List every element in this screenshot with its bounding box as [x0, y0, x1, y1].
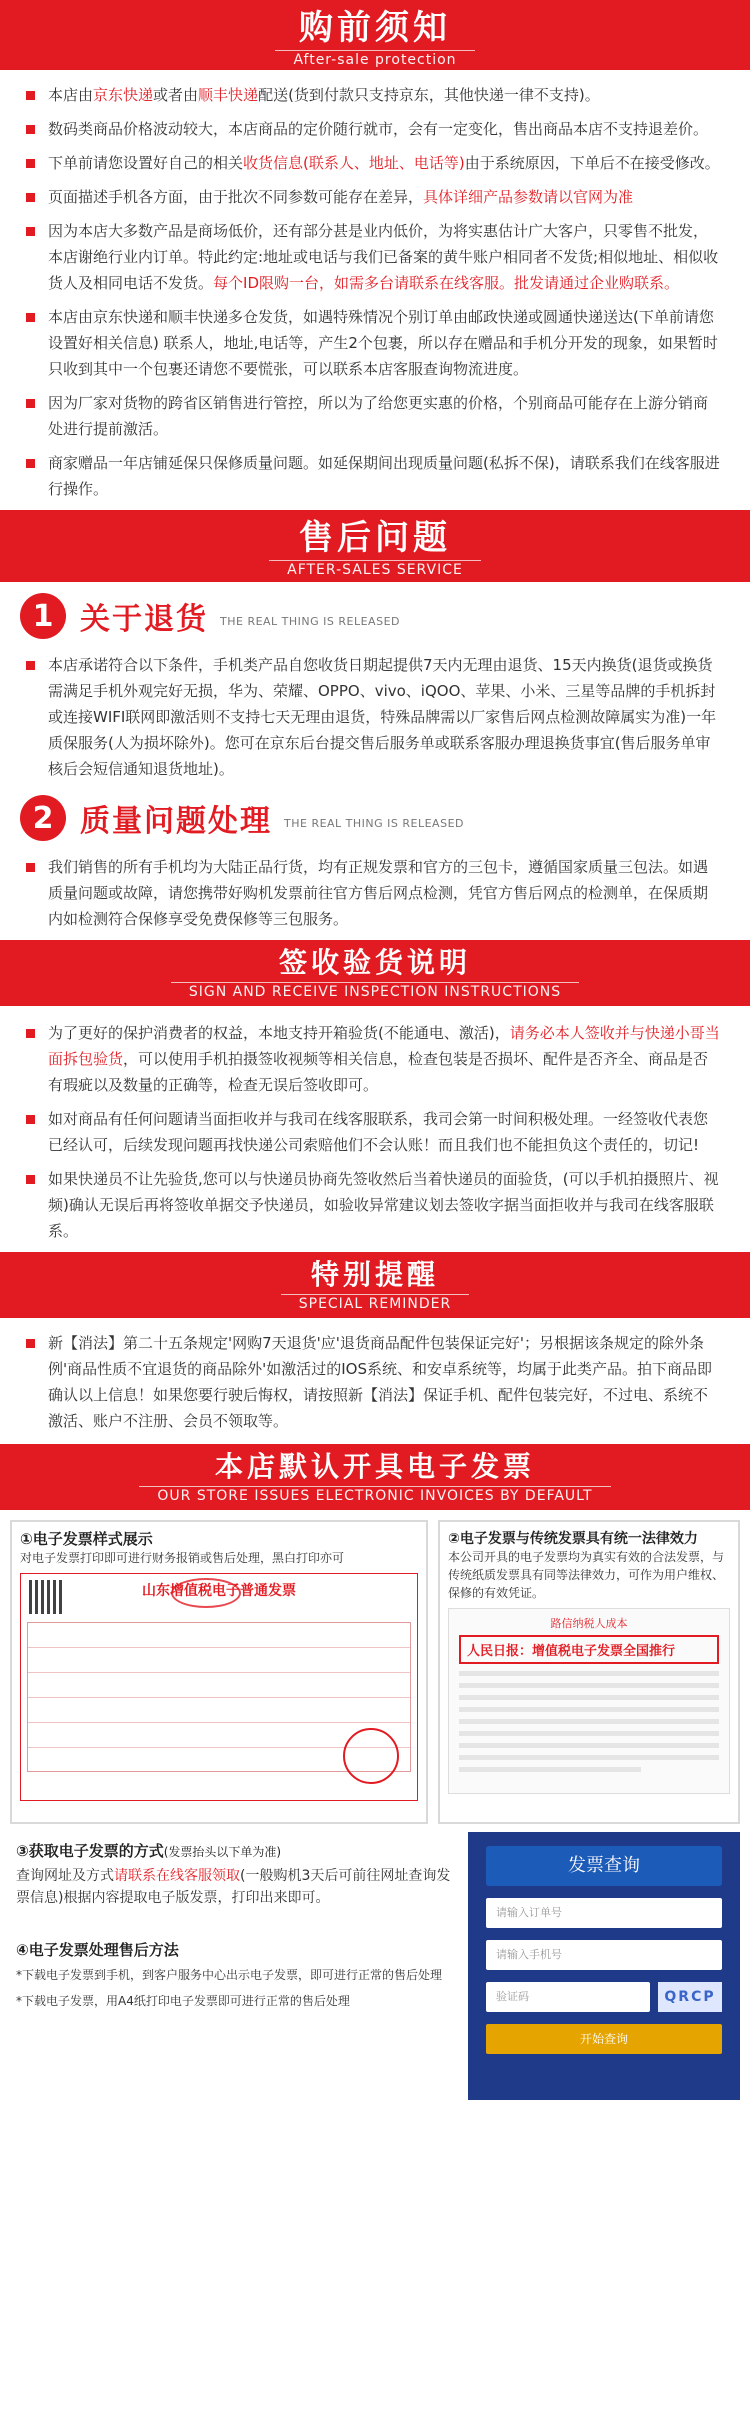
list-item: 新【消法】第二十五条规定'网购7天退货'应'退货商品配件包装保证完好'；另根据该条规定的除外条例'商品性质不宜退货的商品除外'如激活过的IOS系统、和安卓系统等，均属于此类产品。拍下商品即确认以上信息！如果您要行驶后悔权，请按照新【消法】保证手机、配件包装完好，不过电、系统不激活、账户不注册、会员不领取等。: [22, 1330, 720, 1434]
invoice-sample-title: 山东增值税电子普通发票: [142, 1583, 296, 1599]
invoice-method-column: [10, 1832, 458, 2100]
reminder-list: [0, 1318, 750, 1434]
bullet-icon: [26, 1339, 35, 1348]
list-item: 商家赠品一年店铺延保只保修质量问题。如延保期间出现质量问题(私拆不保)，请联系我们在线客服进行操作。: [22, 450, 720, 502]
list-item: 因为厂家对货物的跨省区销售进行管控，所以为了给您更实惠的价格，个别商品可能存在上游分销商处进行提前激活。: [22, 390, 720, 442]
bullet-icon: [26, 1175, 35, 1184]
qr-code-icon: [29, 1580, 63, 1614]
banner-subtitle: OUR STORE ISSUES ELECTRONIC INVOICES BY DEFAULT: [139, 1486, 610, 1504]
quality-heading: [0, 790, 750, 846]
news-clipping-image: [448, 1608, 730, 1794]
list-item: 数码类商品价格波动较大，本店商品的定价随行就市，会有一定变化，售出商品本店不支持退差价。: [22, 116, 720, 142]
box-desc: 对电子发票打印即可进行财务报销或售后处理，黑白打印亦可: [20, 1551, 345, 1565]
invoice-query-panel: [468, 1832, 740, 2100]
number-badge: 2: [20, 795, 66, 841]
query-button[interactable]: 开始查询: [486, 2024, 722, 2054]
seal-stamp-icon: [343, 1728, 399, 1784]
invoice-row-2: [0, 1824, 750, 2100]
banner-title: 特别提醒: [310, 1258, 439, 1291]
bullet-icon: [26, 313, 35, 322]
box-desc: 查询网址及方式请联系在线客服领取(一般购机3天后可前往网址查询发票信息)根据内容提取电子版发票，打印出来即可。: [16, 1868, 451, 1906]
captcha-input[interactable]: 验证码: [486, 1982, 650, 2012]
list-item: 本店由京东快递或者由顺丰快递配送(货到付款只支持京东，其他快递一律不支持)。: [22, 82, 720, 108]
banner-title: 签收验货说明: [278, 946, 471, 979]
banner-title: 购前须知: [299, 8, 451, 48]
list-item: 如对商品有任何问题请当面拒收并与我司在线客服联系，我司会第一时间积极处理。一经签收代表您已经认可，后续发现问题再找快递公司索赔他们不会认账！而且我们也不能担负这个责任的，切记!: [22, 1106, 720, 1158]
invoice-sample-image: [20, 1573, 418, 1801]
get-invoice-block: [10, 1832, 458, 1909]
list-item: 本店由京东快递和顺丰快递多仓发货，如遇特殊情况个别订单由邮政快递或圆通快递送达(下单前请您设置好相关信息) 联系人，地址,电话等，产生2个包裹，所以存在赠品和手机分开发的现象，如果暂时只收到其中一个包裹还请您不要慌张，可以联系本店客服查询物流进度。: [22, 304, 720, 382]
bullet-icon: [26, 125, 35, 134]
box-heading: ③获取电子发票的方式(发票抬头以下单为准): [16, 1842, 282, 1860]
bullet-icon: [26, 399, 35, 408]
bullet-icon: [26, 193, 35, 202]
banner-after-sale: [0, 510, 750, 582]
invoice-row-1: [0, 1510, 750, 1824]
order-number-input[interactable]: 请输入订单号: [486, 1898, 722, 1928]
list-item: 为了更好的保护消费者的权益，本地支持开箱验货(不能通电、激活)，请务必本人签收并与快递小哥当面拆包验货，可以使用手机拍摄签收视频等相关信息，检查包装是否损坏、配件是否齐全、商品是否有瑕疵以及数量的正确等，检查无误后签收即可。: [22, 1020, 720, 1098]
banner-subtitle: SIGN AND RECEIVE INSPECTION INSTRUCTIONS: [171, 982, 579, 1000]
number-badge: 1: [20, 593, 66, 639]
banner-inspection: [0, 940, 750, 1006]
list-item: 下单前请您设置好自己的相关收货信息(联系人、地址、电话等)由于系统原因，下单后不在接受修改。: [22, 150, 720, 176]
box-desc: 本公司开具的电子发票均为真实有效的合法发票，与传统纸质发票具有同等法律效力，可作为用户维权、保修的有效凭证。: [448, 1550, 725, 1600]
pre-sale-list: [0, 70, 750, 502]
query-title: 发票查询: [486, 1846, 722, 1886]
box-line: *下载电子发票到手机，到客户服务中心出示电子发票，即可进行正常的售后处理: [16, 1968, 443, 1982]
news-headline: 人民日报：增值税电子发票全国推行: [459, 1635, 719, 1664]
return-tag: THE REAL THING IS RELEASED: [220, 614, 400, 628]
after-sale-invoice-block: [10, 1909, 458, 2010]
quality-list: [0, 846, 750, 932]
bullet-icon: [26, 91, 35, 100]
box-line: *下载电子发票，用A4纸打印电子发票即可进行正常的售后处理: [16, 1994, 350, 2008]
quality-tag: THE REAL THING IS RELEASED: [284, 816, 464, 830]
list-item: 页面描述手机各方面，由于批次不同参数可能存在差异，具体详细产品参数请以官网为准: [22, 184, 720, 210]
quality-title: 质量问题处理: [80, 804, 272, 839]
banner-subtitle: SPECIAL REMINDER: [281, 1294, 470, 1312]
inspection-list: [0, 1006, 750, 1244]
phone-input[interactable]: 请输入手机号: [486, 1940, 722, 1970]
news-top: 路信纳税人成本: [550, 1617, 628, 1630]
return-title: 关于退货: [80, 602, 208, 637]
return-heading: [0, 588, 750, 644]
banner-invoice: [0, 1444, 750, 1510]
list-item: 本店承诺符合以下条件，手机类产品自您收货日期起提供7天内无理由退货、15天内换货(退货或换货需满足手机外观完好无损，华为、荣耀、OPPO、vivo、iQOO、苹果、小米、三星等品牌的手机拆封或连接WIFI联网即激活则不支持七天无理由退货，特殊品牌需以厂家售后网点检测故障属实为准)一年质保服务(人为损坏除外)。您可在京东后台提交售后服务单或联系客服办理退换货事宜(售后服务单审核后会短信通知退货地址)。: [22, 652, 720, 782]
captcha-row: [486, 1982, 722, 2012]
banner-title: 售后问题: [299, 518, 451, 558]
return-list: [0, 644, 750, 782]
box-heading: ④电子发票处理售后方法: [16, 1941, 179, 1959]
bullet-icon: [26, 227, 35, 236]
bullet-icon: [26, 1115, 35, 1124]
list-item: 我们销售的所有手机均为大陆正品行货，均有正规发票和官方的三包卡，遵循国家质量三包法。如遇质量问题或故障，请您携带好购机发票前往官方售后网点检测，凭官方售后网点的检测单，在保质期内如检测符合保修享受免费保修等三包服务。: [22, 854, 720, 932]
list-item: 因为本店大多数产品是商场低价，还有部分甚是业内低价，为将实惠估计广大客户，只零售不批发，本店谢绝行业内订单。特此约定:地址或电话与我们已备案的黄牛账户相同者不发货;相似地址、相似收货人及相同电话不发货。每个ID限购一台，如需多台请联系在线客服。批发请通过企业购联系。: [22, 218, 720, 296]
box-heading: ②电子发票与传统发票具有统一法律效力: [448, 1531, 698, 1547]
banner-pre-sale: [0, 0, 750, 70]
list-item: 如果快递员不让先验货,您可以与快递员协商先签收然后当着快递员的面验货，(可以手机拍摄照片、视频)确认无误后再将签收单据交予快递员，如验收异常建议划去签收字据当面拒收并与我司在线客服联系。: [22, 1166, 720, 1244]
bullet-icon: [26, 863, 35, 872]
banner-subtitle: AFTER-SALES SERVICE: [269, 560, 481, 578]
box-heading: ①电子发票样式展示: [20, 1530, 153, 1548]
captcha-image[interactable]: QRCP: [658, 1982, 722, 2012]
bullet-icon: [26, 661, 35, 670]
invoice-legal-box: [438, 1520, 740, 1824]
banner-subtitle: After-sale protection: [275, 50, 474, 68]
bullet-icon: [26, 159, 35, 168]
banner-reminder: [0, 1252, 750, 1318]
bullet-icon: [26, 1029, 35, 1038]
bullet-icon: [26, 459, 35, 468]
banner-title: 本店默认开具电子发票: [214, 1450, 535, 1483]
invoice-style-box: [10, 1520, 428, 1824]
seal-stamp-icon: [171, 1578, 241, 1608]
